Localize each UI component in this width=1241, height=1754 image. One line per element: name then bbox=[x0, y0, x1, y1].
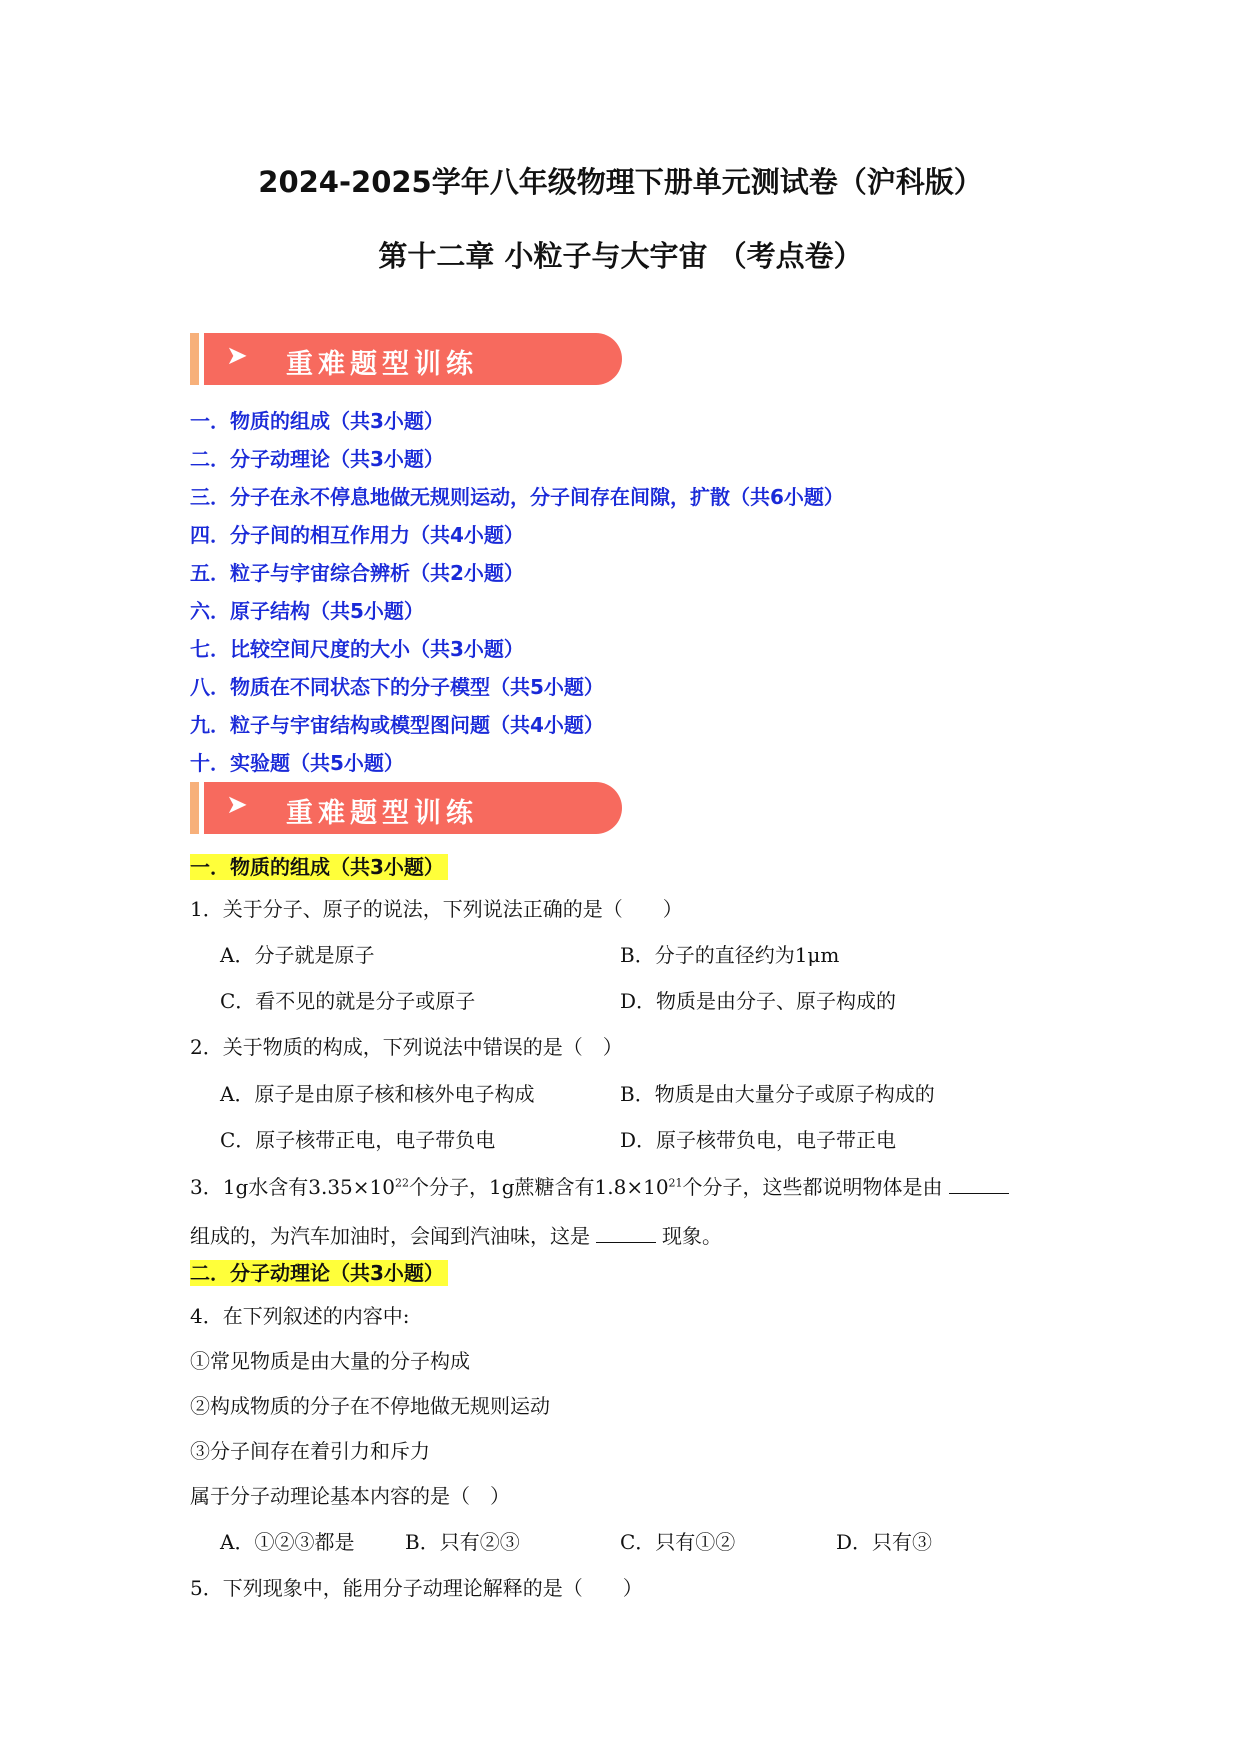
banner-stripe bbox=[190, 782, 199, 834]
question-2-stem: 2．关于物质的构成，下列说法中错误的是（ ） bbox=[190, 1035, 623, 1059]
q3-text: 组成的，为汽车加油时，会闻到汽油味，这是 bbox=[190, 1224, 590, 1248]
section-heading: 一．物质的组成（共3小题） bbox=[190, 854, 448, 880]
q4-option-d: D．只有③ bbox=[836, 1530, 933, 1554]
q2-option-c: C．原子核带正电，电子带负电 bbox=[220, 1128, 496, 1152]
q4-statement-1: ①常见物质是由大量的分子构成 bbox=[190, 1349, 470, 1373]
toc-item[interactable]: 一．物质的组成（共3小题） bbox=[190, 409, 444, 433]
question-4-stem: 4．在下列叙述的内容中: bbox=[190, 1304, 410, 1328]
q1-option-a: A．分子就是原子 bbox=[220, 943, 375, 967]
question-1-stem: 1．关于分子、原子的说法，下列说法正确的是（ ） bbox=[190, 897, 683, 921]
banner-label: 重难题型训练 bbox=[286, 349, 478, 380]
q4-question: 属于分子动理论基本内容的是（ ） bbox=[190, 1484, 510, 1508]
banner-stripe bbox=[190, 333, 199, 385]
question-3-line-2 bbox=[190, 1220, 722, 1249]
page-title: 2024-2025学年八年级物理下册单元测试卷（沪科版） bbox=[258, 165, 983, 199]
q1-option-c: C．看不见的就是分子或原子 bbox=[220, 989, 476, 1013]
toc-item[interactable]: 五．粒子与宇宙综合辨析（共2小题） bbox=[190, 561, 524, 585]
toc-item[interactable]: 十．实验题（共5小题） bbox=[190, 751, 404, 775]
toc-item[interactable]: 八．物质在不同状态下的分子模型（共5小题） bbox=[190, 675, 604, 699]
chevron-right-icon: ➤ bbox=[226, 790, 248, 820]
chevron-right-icon: ➤ bbox=[226, 341, 248, 371]
toc-item[interactable]: 二．分子动理论（共3小题） bbox=[190, 447, 444, 471]
q3-text: 个分子，1g蔗糖含有1.8×10 bbox=[409, 1175, 669, 1199]
q2-option-d: D．原子核带负电，电子带正电 bbox=[620, 1128, 897, 1152]
q1-option-d: D．物质是由分子、原子构成的 bbox=[620, 989, 897, 1013]
question-3-line-1 bbox=[190, 1171, 1015, 1200]
q4-option-c: C．只有①② bbox=[620, 1530, 736, 1554]
q3-text: 3．1g水含有3.35×10 bbox=[190, 1175, 395, 1199]
q2-option-a: A．原子是由原子核和核外电子构成 bbox=[220, 1082, 535, 1106]
q4-statement-2: ②构成物质的分子在不停地做无规则运动 bbox=[190, 1394, 550, 1418]
toc-item[interactable]: 六．原子结构（共5小题） bbox=[190, 599, 424, 623]
banner-label: 重难题型训练 bbox=[286, 798, 478, 829]
q3-text: 个分子，这些都说明物体是由 bbox=[682, 1175, 943, 1199]
q1-option-b: B．分子的直径约为1μm bbox=[620, 943, 840, 967]
answer-blank[interactable] bbox=[596, 1224, 656, 1243]
toc-item[interactable]: 九．粒子与宇宙结构或模型图问题（共4小题） bbox=[190, 713, 604, 737]
q3-text: 现象。 bbox=[662, 1224, 722, 1248]
section-banner-bottom bbox=[190, 782, 622, 834]
toc-item[interactable]: 七．比较空间尺度的大小（共3小题） bbox=[190, 637, 524, 661]
q3-exponent: 21 bbox=[668, 1176, 683, 1190]
chapter-subtitle: 第十二章 小粒子与大宇宙 （考点卷） bbox=[378, 239, 863, 273]
toc-item[interactable]: 四．分子间的相互作用力（共4小题） bbox=[190, 523, 524, 547]
q2-option-b: B．物质是由大量分子或原子构成的 bbox=[620, 1082, 935, 1106]
q4-statement-3: ③分子间存在着引力和斥力 bbox=[190, 1439, 430, 1463]
section-banner-top bbox=[190, 333, 622, 385]
q3-exponent: 22 bbox=[395, 1176, 409, 1190]
q4-option-b: B．只有②③ bbox=[405, 1530, 520, 1554]
answer-blank[interactable] bbox=[949, 1175, 1009, 1194]
section-heading: 二．分子动理论（共3小题） bbox=[190, 1260, 448, 1286]
toc-item[interactable]: 三．分子在永不停息地做无规则运动，分子间存在间隙，扩散（共6小题） bbox=[190, 485, 844, 509]
question-5-stem: 5．下列现象中，能用分子动理论解释的是（ ） bbox=[190, 1576, 643, 1600]
q4-option-a: A．①②③都是 bbox=[220, 1530, 355, 1554]
